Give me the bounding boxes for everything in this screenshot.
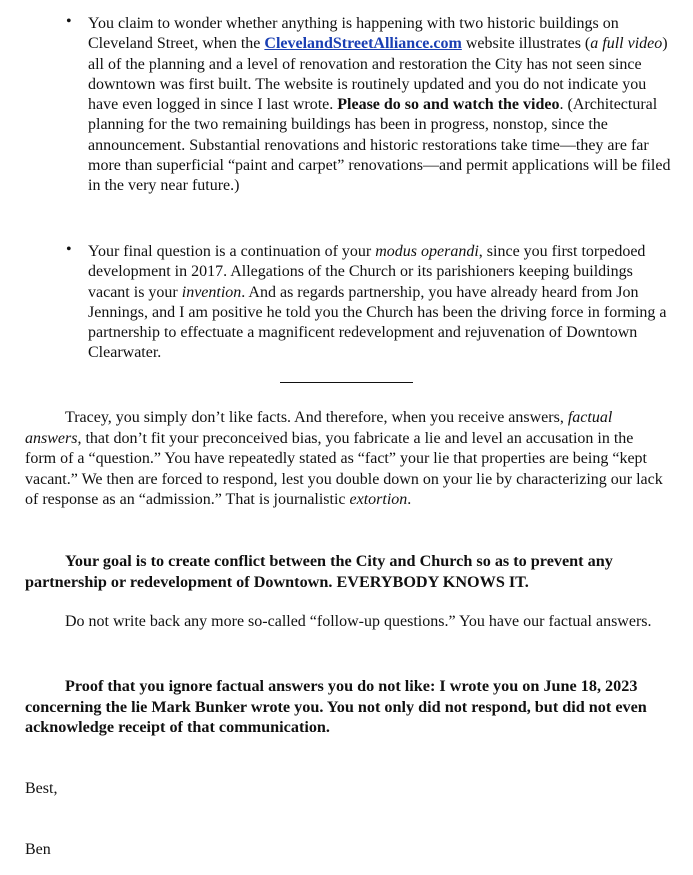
paragraph-do-not-write: [25, 612, 665, 633]
text-span: .: [407, 491, 412, 508]
text-span: . And as regards partnership, you have already heard from Jon Jennings, and I am positive he told you the Church has been the driving force in forming a partnership to effectuate a magnificent redevelopment and rejuvenation of Downtown Clearwater.: [88, 283, 667, 362]
closing-line: Best,: [25, 780, 58, 797]
bullet-dot: •: [66, 241, 72, 258]
text-span: ) all of the planning and a level of renovation and restoration the City has not seen since downtown was first built. The website is routinely updated and you do not indicate you have even logged in since I last wrote.: [88, 35, 668, 114]
text-span: Do not write back any more so-called “follow-up questions.” You have our factual answers.: [65, 613, 652, 630]
text-span: , that don’t fit your preconceived bias, you fabricate a lie and level an accusation in the form of a “question.” You have repeatedly stated as “fact” your lie that properties are being “kept vacant.” We then are forced to respond, lest you double down on your lie by characterizing our lack of response as an “admission.” That is journalistic: [25, 429, 663, 508]
bullet-item-website: [88, 14, 673, 197]
emphasis-text: a full video: [590, 35, 663, 53]
text-span: Proof that you ignore factual answers you do not like: I wrote you on June 18, 2023 concerning the lie Mark Bunker wrote you. You not only did not respond, but did not even acknowledge receipt of that communication.: [25, 677, 647, 736]
text-span: Your goal is to create conflict between the City and Church so as to prevent any partnership or redevelopment of Downtown. EVERYBODY KNOWS IT.: [25, 552, 613, 591]
text-span: Your final question is a continuation of your: [88, 243, 376, 260]
bold-text: Please do so and watch the video: [337, 96, 560, 114]
text-span: Tracey, you simply don’t like facts. And therefore, when you receive answers,: [65, 409, 568, 426]
text-span: You claim to wonder whether anything is happening with two historic buildings on Cleveland Street, when the: [88, 15, 619, 53]
section-divider: [280, 382, 413, 383]
emphasis-text: factual answers: [25, 409, 613, 447]
emphasis-text: invention: [181, 283, 242, 301]
text-span: website illustrates (: [461, 35, 591, 53]
text-span: . (Architectural planning for the two remaining buildings has been in progress, nonstop, since the announcement. Substantial renovations and historic restorations take time—they are far more than superficial “paint and carpet” renovations—and permit applications will be filed in the very near future.): [88, 96, 671, 195]
signature: Ben: [25, 841, 51, 858]
bullet-dot: •: [66, 13, 72, 30]
bullet-item-final-question: [88, 242, 673, 364]
paragraph-facts: [25, 408, 665, 511]
website-link[interactable]: ClevelandStreetAlliance.com: [264, 35, 462, 53]
emphasis-text: modus operandi: [375, 243, 479, 260]
paragraph-goal: [25, 551, 665, 592]
text-span: , since you first torpedoed development in 2017. Allegations of the Church or its parishioners keeping buildings vacant is your: [88, 243, 646, 301]
emphasis-text: extortion: [349, 491, 408, 508]
paragraph-proof: [25, 676, 665, 738]
